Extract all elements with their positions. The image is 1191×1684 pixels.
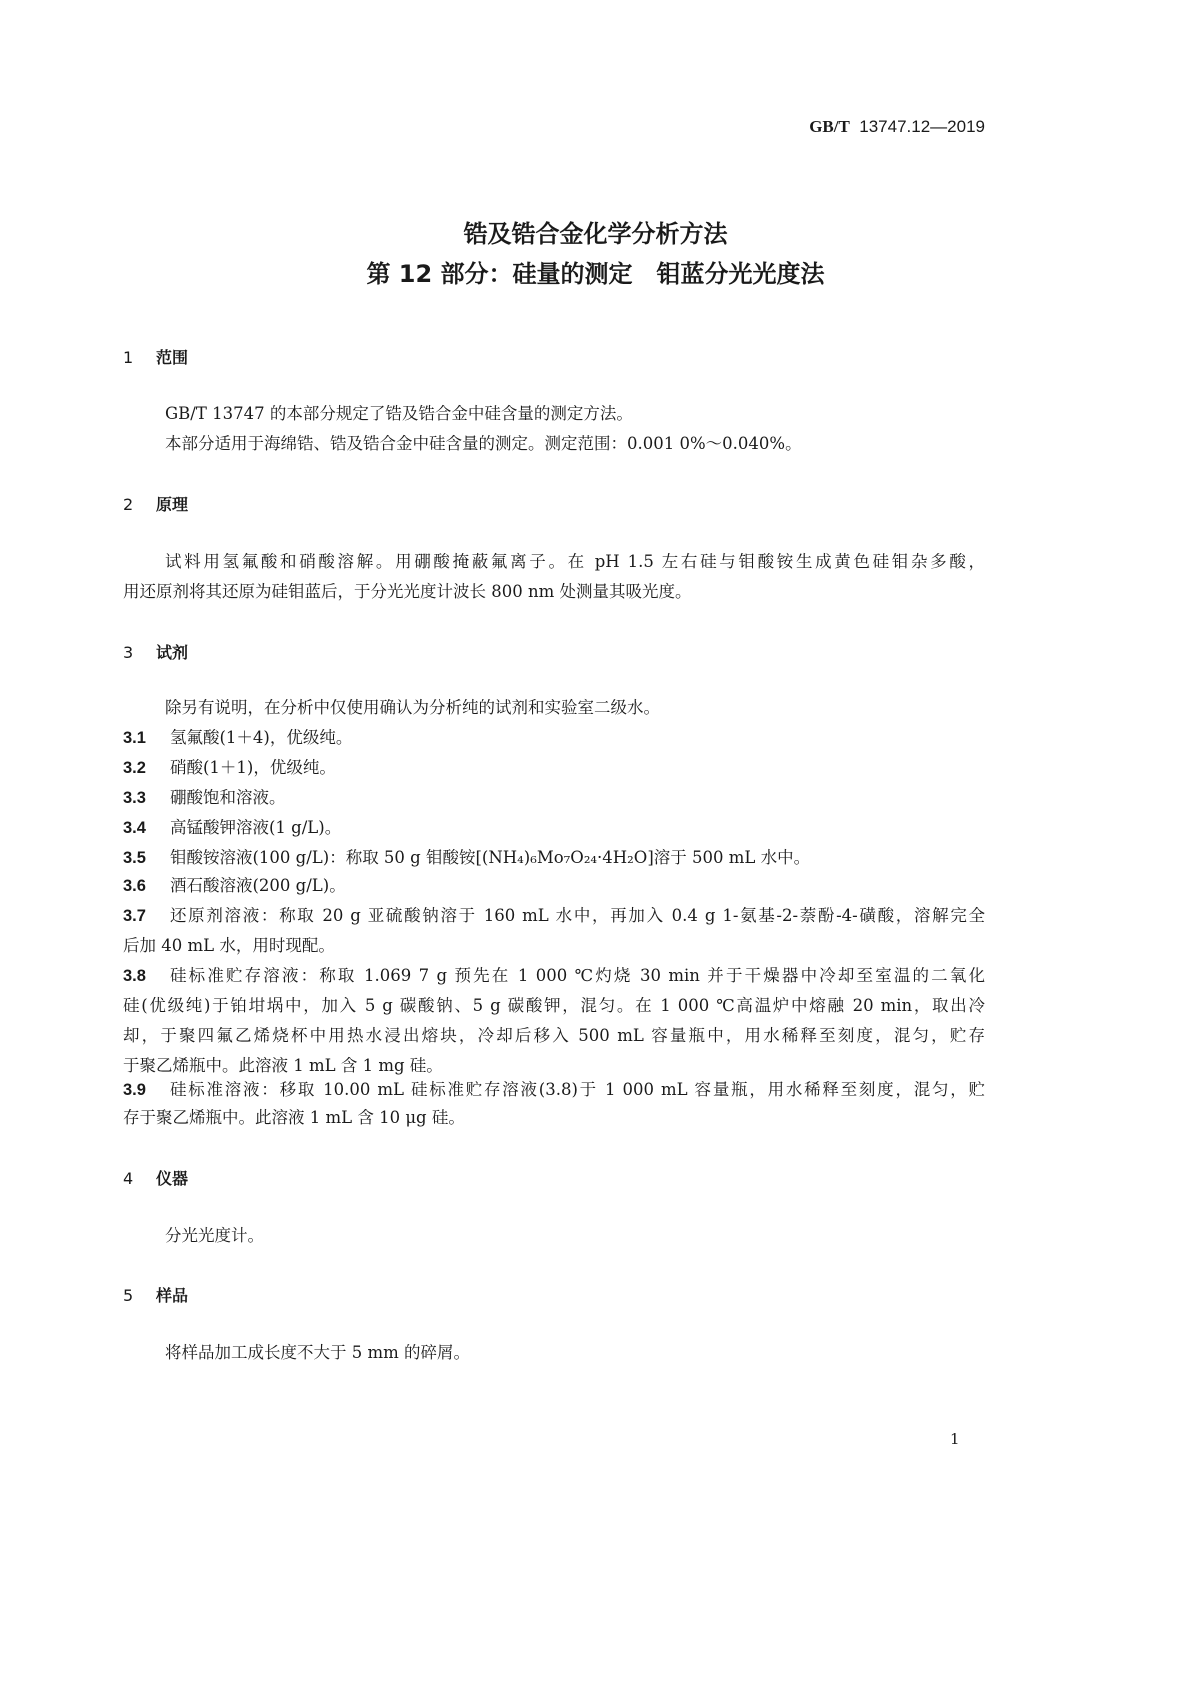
paragraph-line [165, 1225, 264, 1247]
line-text: 存于聚乙烯瓶中。此溶液 1 mL 含 10 μg 硅。 [123, 1108, 465, 1127]
clause-number: 3.4 [123, 819, 146, 837]
clause-number: 3.5 [123, 849, 146, 867]
clause-line [123, 875, 346, 897]
clause-number: 3.2 [123, 759, 146, 777]
paragraph-line [123, 1107, 465, 1129]
line-text: 本部分适用于海绵锆、锆及锆合金中硅含量的测定。测定范围：0.001 0%～0.040%。 [165, 434, 802, 453]
clause-number: 3.8 [123, 967, 146, 985]
line-text: 酒石酸溶液(200 g/L)。 [170, 876, 346, 895]
clause-number: 3.7 [123, 907, 146, 925]
paragraph-line [165, 403, 633, 425]
clause-number: 3.1 [123, 729, 146, 747]
section-title: 样品 [156, 1286, 189, 1305]
line-text: 试料用氢氟酸和硝酸溶解。用硼酸掩蔽氟离子。在 pH 1.5 左右硅与钼酸铵生成黄色硅钼杂多酸， [165, 552, 985, 571]
line-text: 钼酸铵溶液(100 g/L)：称取 50 g 钼酸铵[(NH₄)₆Mo₇O₂₄·4H₂O]溶于 500 mL 水中。 [170, 848, 811, 867]
section-title: 原理 [156, 495, 189, 514]
clause-line [123, 905, 985, 927]
section-heading [123, 1283, 188, 1306]
line-text: 还原剂溶液：称取 20 g 亚硫酸钠溶于 160 mL 水中，再加入 0.4 g 1-氨基-2-萘酚-4-磺酸，溶解完全 [170, 906, 985, 925]
line-text: GB/T 13747 的本部分规定了锆及锆合金中硅含量的测定方法。 [165, 404, 633, 423]
paragraph-line [123, 1055, 443, 1077]
clause-line [123, 1079, 985, 1101]
clause-line [123, 757, 336, 779]
paragraph-line [123, 1025, 985, 1047]
line-text: 硅标准溶液：移取 10.00 mL 硅标准贮存溶液(3.8)于 1 000 mL 容量瓶，用水稀释至刻度，混匀，贮 [170, 1080, 985, 1099]
section-number: 2 [123, 495, 134, 514]
section-number: 1 [123, 348, 134, 367]
line-text: 却，于聚四氟乙烯烧杯中用热水浸出熔块，冷却后移入 500 mL 容量瓶中，用水稀释至刻度，混匀，贮存 [123, 1026, 985, 1045]
clause-line [123, 727, 352, 749]
line-text: 硝酸(1＋1)，优级纯。 [170, 758, 336, 777]
line-text: 硼酸饱和溶液。 [170, 788, 286, 807]
line-text: 分光光度计。 [165, 1226, 264, 1245]
section-heading [123, 1166, 188, 1189]
document-title: 锆及锆合金化学分析方法 [463, 220, 728, 248]
section-number: 3 [123, 643, 134, 662]
line-text: 氢氟酸(1＋4)，优级纯。 [170, 728, 353, 747]
paragraph-line [165, 697, 660, 719]
clause-number: 3.3 [123, 789, 146, 807]
paragraph-line [123, 581, 692, 603]
section-heading [123, 345, 188, 368]
paragraph-line [165, 551, 985, 573]
clause-line [123, 817, 341, 839]
line-text: 高锰酸钾溶液(1 g/L)。 [170, 818, 342, 837]
section-title: 仪器 [156, 1169, 189, 1188]
page-number: 1 [950, 1430, 960, 1448]
clause-line [123, 787, 286, 809]
line-text: 后加 40 mL 水，用时现配。 [123, 936, 335, 955]
paragraph-line [123, 995, 985, 1017]
clause-line [123, 965, 985, 987]
standard-code: 13747.12—2019 [859, 117, 985, 136]
section-title: 范围 [156, 348, 189, 367]
standard-prefix: GB/T [809, 117, 850, 136]
section-title: 试剂 [156, 643, 189, 662]
paragraph-line [123, 935, 335, 957]
line-text: 于聚乙烯瓶中。此溶液 1 mL 含 1 mg 硅。 [123, 1056, 443, 1075]
line-text: 硅(优级纯)于铂坩埚中，加入 5 g 碳酸钠、5 g 碳酸钾，混匀。在 1 000 ℃高温炉中熔融 20 min，取出冷 [123, 996, 985, 1015]
line-text: 除另有说明，在分析中仅使用确认为分析纯的试剂和实验室二级水。 [165, 698, 660, 717]
paragraph-line [165, 1342, 470, 1364]
line-text: 将样品加工成长度不大于 5 mm 的碎屑。 [165, 1343, 471, 1362]
clause-line [123, 847, 810, 869]
section-heading [123, 640, 188, 663]
section-number: 4 [123, 1169, 134, 1188]
section-number: 5 [123, 1286, 134, 1305]
clause-number: 3.9 [123, 1081, 146, 1099]
clause-number: 3.6 [123, 877, 146, 895]
document-subtitle: 第 12 部分：硅量的测定 钼蓝分光光度法 [366, 260, 825, 288]
standard-number [809, 117, 985, 137]
section-heading [123, 492, 188, 515]
line-text: 用还原剂将其还原为硅钼蓝后，于分光光度计波长 800 nm 处测量其吸光度。 [123, 582, 692, 601]
paragraph-line [165, 433, 802, 455]
line-text: 硅标准贮存溶液：称取 1.069 7 g 预先在 1 000 ℃灼烧 30 min 并于干燥器中冷却至室温的二氧化 [170, 966, 985, 985]
